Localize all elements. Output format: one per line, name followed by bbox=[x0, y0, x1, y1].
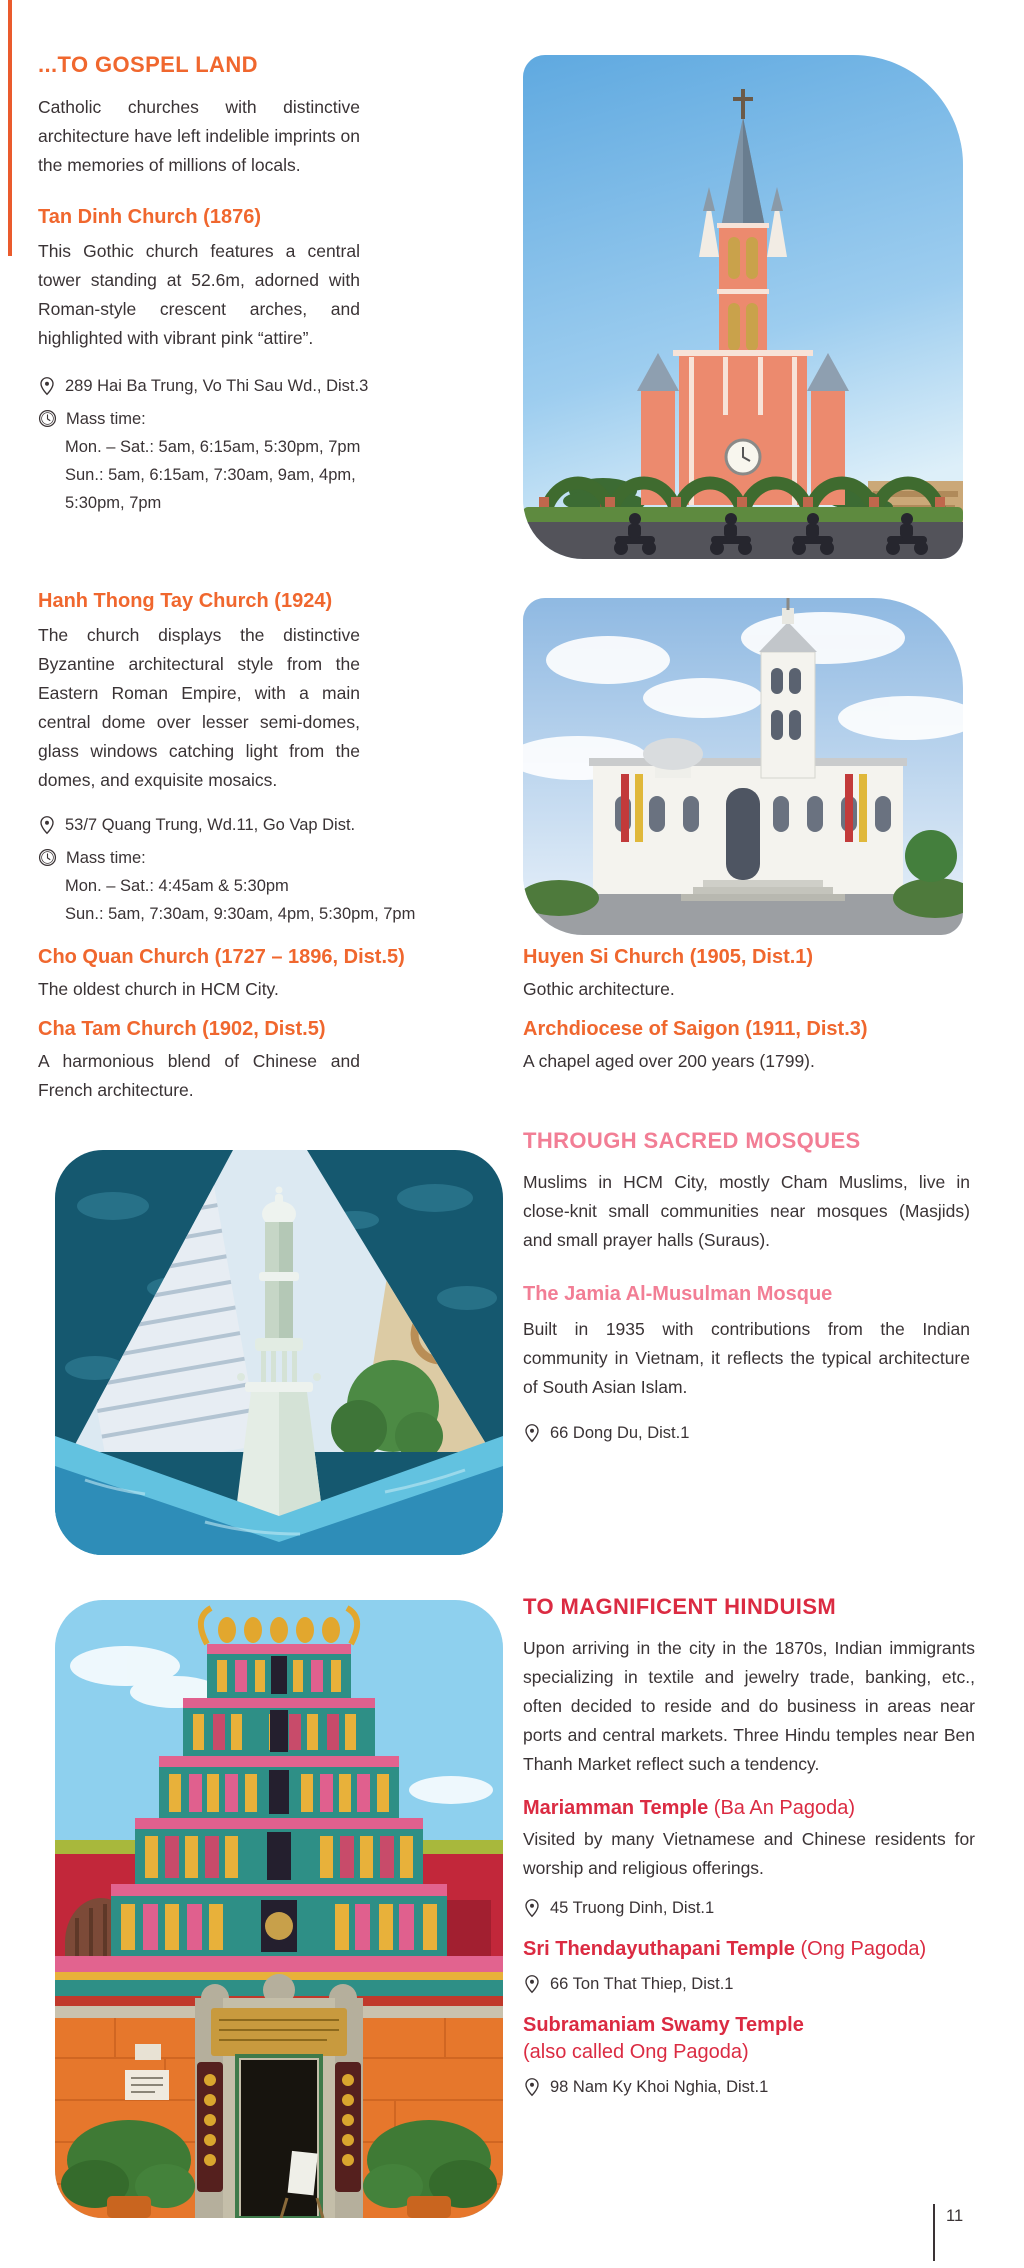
hinduism-section bbox=[523, 1592, 975, 2101]
mosques-intro: Muslims in HCM City, mostly Cham Muslims, live in close-knit small communities near mosques (Masjids) and small prayer halls (Suraus). bbox=[523, 1172, 970, 1250]
mosques-section bbox=[523, 1126, 970, 1447]
hinduism-intro: Upon arriving in the city in the 1870s, Indian immigrants specializing in textile and jewelry trade, banking, etc., often decided to reside and do business in areas near ports and central markets. Three Hindu temples near Ben Thanh Market reflect such a tendency. bbox=[523, 1638, 975, 1774]
cho-quan-cha-tam-section bbox=[38, 944, 508, 1105]
subramaniam-heading: Subramaniam Swamy Temple bbox=[523, 2014, 804, 2036]
map-pin-icon bbox=[523, 1898, 541, 1918]
left-accent-bar bbox=[8, 0, 12, 256]
mass-time-line: 5:30pm, 7pm bbox=[65, 494, 162, 512]
tan-dinh-address-row bbox=[38, 372, 369, 400]
clock-icon bbox=[38, 848, 57, 867]
huyen-si-body: Gothic architecture. bbox=[523, 979, 675, 999]
cho-quan-heading: Cho Quan Church (1727 – 1896, Dist.5) bbox=[38, 946, 405, 968]
tan-dinh-address: 289 Hai Ba Trung, Vo Thi Sau Wd., Dist.3 bbox=[65, 377, 369, 395]
map-pin-icon bbox=[523, 2077, 541, 2097]
mass-time-label: Mass time: bbox=[66, 849, 146, 867]
map-pin-icon bbox=[38, 815, 56, 835]
sri-thendayuthapani-heading: Sri Thendayuthapani Temple (Ong Pagoda) bbox=[523, 1938, 927, 1960]
hanh-thong-tay-mass-row bbox=[38, 844, 508, 872]
clock-icon bbox=[38, 409, 57, 428]
sri-thendayuthapani-address: 66 Ton That Thiep, Dist.1 bbox=[550, 1975, 734, 1993]
mass-time-line: Sun.: 5am, 6:15am, 7:30am, 9am, 4pm, bbox=[65, 466, 356, 484]
cha-tam-body: A harmonious blend of Chinese and French architecture. bbox=[38, 1051, 360, 1100]
tan-dinh-mass-row bbox=[38, 405, 360, 433]
sri-thendayuthapani-address-row bbox=[523, 1970, 975, 1998]
subramaniam-heading-line2: (also called Ong Pagoda) bbox=[523, 2041, 749, 2063]
huyen-si-archdiocese-section bbox=[523, 944, 973, 1076]
mass-time-label: Mass time: bbox=[66, 410, 146, 428]
gospel-section bbox=[38, 50, 369, 517]
subramaniam-address-row bbox=[523, 2073, 975, 2101]
page-number-divider bbox=[933, 2204, 935, 2261]
mariamman-body: Visited by many Vietnamese and Chinese residents for worship and religious offerings. bbox=[523, 1829, 975, 1878]
map-pin-icon bbox=[523, 1423, 541, 1443]
jamia-mosque-photo bbox=[55, 1150, 503, 1555]
hinduism-title: TO MAGNIFICENT HINDUISM bbox=[523, 1594, 837, 1619]
jamia-address-row bbox=[523, 1419, 970, 1447]
mass-time-line: Mon. – Sat.: 5am, 6:15am, 5:30pm, 7pm bbox=[65, 438, 361, 456]
map-pin-icon bbox=[523, 1974, 541, 1994]
tan-dinh-body: This Gothic church features a central tower standing at 52.6m, adorned with Roman-style crescent arches, and highlighted with vibrant pink “attire”. bbox=[38, 241, 360, 348]
hanh-thong-tay-heading: Hanh Thong Tay Church (1924) bbox=[38, 590, 333, 612]
map-pin-icon bbox=[38, 376, 56, 396]
cha-tam-heading: Cha Tam Church (1902, Dist.5) bbox=[38, 1018, 326, 1040]
subramaniam-address: 98 Nam Ky Khoi Nghia, Dist.1 bbox=[550, 2078, 769, 2096]
cho-quan-body: The oldest church in HCM City. bbox=[38, 979, 279, 999]
gospel-title: ...TO GOSPEL LAND bbox=[38, 52, 258, 77]
archdiocese-heading: Archdiocese of Saigon (1911, Dist.3) bbox=[523, 1018, 868, 1040]
mariamman-address: 45 Truong Dinh, Dist.1 bbox=[550, 1899, 715, 1917]
tan-dinh-heading: Tan Dinh Church (1876) bbox=[38, 206, 261, 228]
hanh-thong-tay-church-photo bbox=[523, 598, 963, 935]
tan-dinh-church-photo bbox=[523, 55, 963, 559]
mariamman-address-row bbox=[523, 1894, 975, 1922]
mosques-title: THROUGH SACRED MOSQUES bbox=[523, 1128, 861, 1153]
hanh-thong-tay-address-row bbox=[38, 811, 508, 839]
gospel-intro: Catholic churches with distinctive architecture have left indelible imprints on the memories of millions of locals. bbox=[38, 97, 360, 175]
page-number: 11 bbox=[946, 2207, 964, 2225]
mass-time-line: Mon. – Sat.: 4:45am & 5:30pm bbox=[65, 877, 289, 895]
mass-time-line: Sun.: 5am, 7:30am, 9:30am, 4pm, 5:30pm, 7pm bbox=[65, 905, 416, 923]
hanh-thong-tay-address: 53/7 Quang Trung, Wd.11, Go Vap Dist. bbox=[65, 816, 356, 834]
mariamman-heading: Mariamman Temple (Ba An Pagoda) bbox=[523, 1797, 856, 1819]
archdiocese-body: A chapel aged over 200 years (1799). bbox=[523, 1051, 815, 1071]
hanh-thong-tay-body: The church displays the distinctive Byzantine architectural style from the Eastern Roman Empire, with a main central dome over lesser semi-domes, glass windows catching light from the domes, and exquisite mosaics. bbox=[38, 625, 360, 790]
jamia-address: 66 Dong Du, Dist.1 bbox=[550, 1424, 690, 1442]
jamia-heading: The Jamia Al-Musulman Mosque bbox=[523, 1283, 833, 1305]
huyen-si-heading: Huyen Si Church (1905, Dist.1) bbox=[523, 946, 814, 968]
mariamman-temple-photo bbox=[55, 1600, 503, 2218]
hanh-thong-tay-section bbox=[38, 588, 508, 928]
jamia-body: Built in 1935 with contributions from the Indian community in Vietnam, it reflects the typical architecture of South Asian Islam. bbox=[523, 1319, 970, 1397]
